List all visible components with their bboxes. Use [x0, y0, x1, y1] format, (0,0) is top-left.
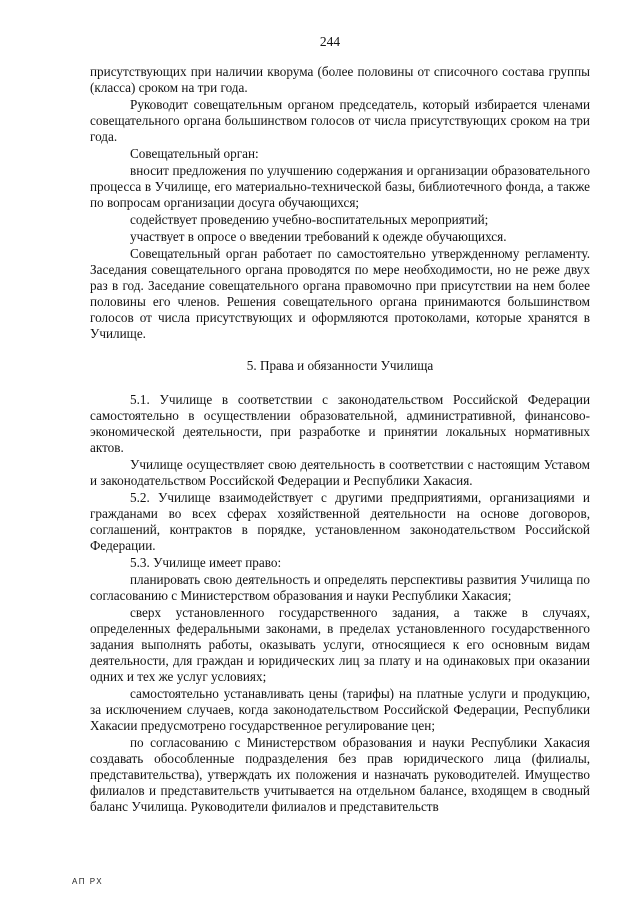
paragraph: планировать свою деятельность и определять перспективы развития Училища по согласованию с Министерством образования и науки Республики Хакасия; — [90, 572, 590, 603]
document-page — [90, 34, 590, 816]
paragraph: 5.1. Училище в соответствии с законодательством Российской Федерации самостоятельно в осуществлении образовательной, административной, финансово-экономической деятельности, при разработке и принятии локальных нормативных актов. — [90, 392, 590, 455]
footer-stamp-mark: АП РХ — [72, 877, 104, 886]
paragraph: присутствующих при наличии кворума (более половины от списочного состава группы (класса) сроком на три года. — [90, 64, 590, 95]
section-heading: 5. Права и обязанности Училища — [246, 358, 434, 373]
paragraph: сверх установленного государственного задания, а также в случаях, определенных федеральными законами, в пределах установленного государственного задания выполнять работы, оказывать услуги, относящиеся к его основным видам деятельности, для граждан и юридических лиц за плату и на одинаковых при оказании одних и тех же услуг условиях; — [90, 605, 590, 684]
paragraph: содействует проведению учебно-воспитательных мероприятий; — [130, 212, 489, 227]
paragraph: по согласованию с Министерством образования и науки Республики Хакасия создавать обособленные подразделения без прав юридического лица (филиалы, представительства), утверждать их положения и назначать руководителей. Имущество филиалов и представительств учитывается на отдельном балансе, входящем в сводный баланс Училища. Руководители филиалов и представительств — [90, 735, 590, 814]
paragraph: Совещательный орган работает по самостоятельно утвержденному регламенту. Заседания совещательного органа проводятся по мере необходимости, но не реже двух раз в год. Заседание совещательного органа правомочно при присутствии на нем более половины его членов. Решения совещательного органа принимаются большинством голосов от числа присутствующих и оформляются протоколами, которые хранятся в Училище. — [90, 246, 590, 341]
paragraph: участвует в опросе о введении требований к одежде обучающихся. — [130, 229, 507, 244]
page-number: 244 — [319, 34, 341, 49]
paragraph: 5.3. Училище имеет право: — [130, 555, 282, 570]
body-text-before-section — [90, 64, 590, 342]
paragraph: вносит предложения по улучшению содержания и организации образовательного процесса в Училище, его материально-технической базы, библиотечного фонда, а также по вопросам организации досуга обучающихся; — [90, 163, 590, 210]
body-text-after-section — [90, 392, 590, 815]
paragraph: Училище осуществляет свою деятельность в соответствии с настоящим Уставом и законодательством Российской Федерации и Республики Хакасия. — [90, 457, 590, 488]
paragraph: Руководит совещательным органом председатель, который избирается членами совещательного органа большинством голосов от числа присутствующих сроком на три года. — [90, 97, 590, 144]
paragraph: Совещательный орган: — [130, 146, 259, 161]
paragraph: 5.2. Училище взаимодействует с другими предприятиями, организациями и гражданами во всех сферах хозяйственной деятельности на основе договоров, соглашений, контрактов в порядке, установленном законодательством Российской Федерации. — [90, 490, 590, 553]
paragraph: самостоятельно устанавливать цены (тарифы) на платные услуги и продукцию, за исключением случаев, когда законодательством Российской Федерации, Республики Хакасии предусмотрено государственное регулирование цен; — [90, 686, 590, 733]
